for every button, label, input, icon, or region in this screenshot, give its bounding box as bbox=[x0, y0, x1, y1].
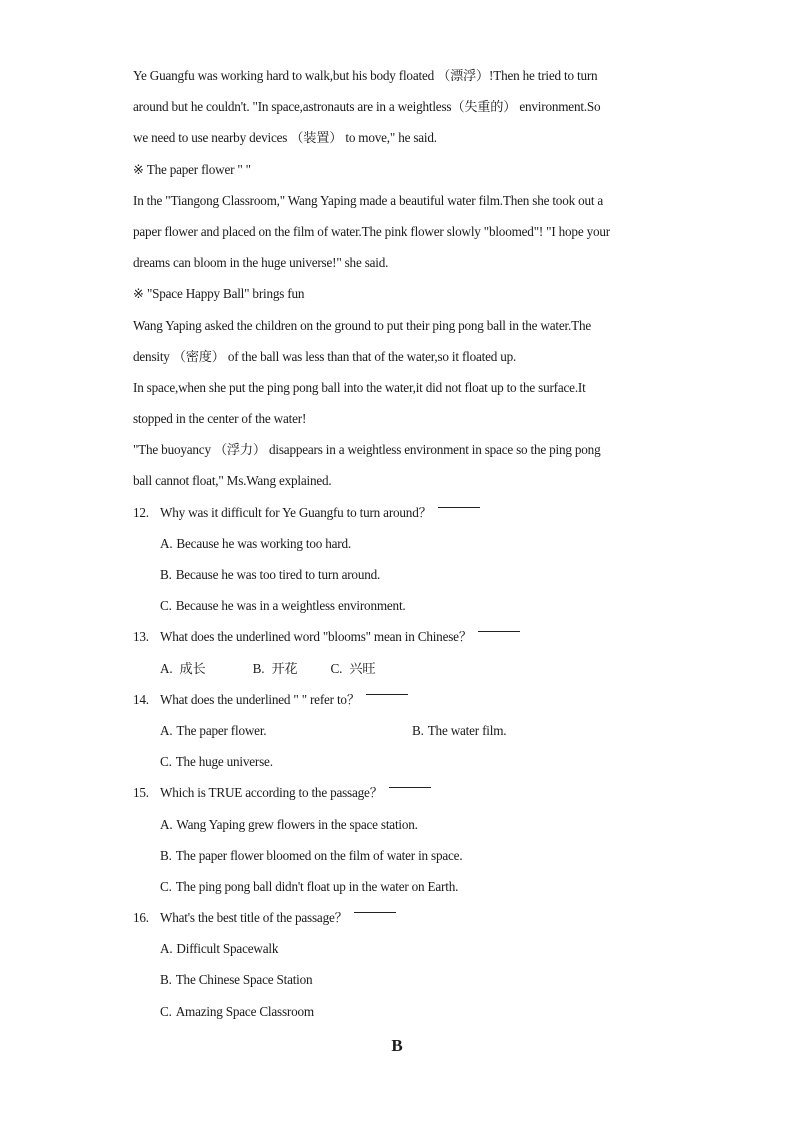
option-text: Wang Yaping grew flowers in the space station. bbox=[176, 816, 418, 832]
passage-line: stopped in the center of the water! bbox=[133, 411, 307, 427]
option-b[interactable] bbox=[133, 964, 673, 995]
section-label: B bbox=[391, 1036, 403, 1055]
question-number: 16. bbox=[133, 910, 149, 926]
option-c[interactable] bbox=[331, 661, 398, 676]
option-letter: C. bbox=[160, 1003, 172, 1019]
option-c[interactable] bbox=[133, 590, 673, 621]
option-text: The paper flower bloomed on the film of water in space. bbox=[175, 847, 463, 863]
question-stem bbox=[133, 777, 673, 808]
option-letter: C. bbox=[160, 598, 172, 614]
option-c[interactable] bbox=[133, 871, 673, 902]
option-letter: B. bbox=[160, 847, 172, 863]
answer-blank[interactable] bbox=[354, 902, 396, 913]
question-number: 14. bbox=[133, 691, 149, 707]
subheading-paper-flower: ※ The paper flower " " bbox=[133, 161, 251, 177]
option-a[interactable] bbox=[133, 809, 673, 840]
option-letter: C. bbox=[160, 754, 172, 770]
option-letter: A. bbox=[160, 660, 173, 676]
option-letter: C. bbox=[160, 878, 172, 894]
answer-blank[interactable] bbox=[438, 497, 480, 508]
passage-line: density （密度） of the ball was less than that of the water,so it floated up. bbox=[133, 348, 517, 364]
option-text: Amazing Space Classroom bbox=[175, 1003, 314, 1019]
question-number: 12. bbox=[133, 504, 149, 520]
option-letter: A. bbox=[160, 816, 173, 832]
option-b[interactable] bbox=[133, 840, 673, 871]
option-text: The water film. bbox=[427, 722, 507, 738]
passage-line: paper flower and placed on the film of water.The pink flower slowly "bloomed"! "I hope your bbox=[133, 223, 610, 239]
document-page bbox=[133, 60, 673, 1027]
option-letter: A. bbox=[160, 535, 173, 551]
option-text: Because he was in a weightless environment. bbox=[175, 598, 406, 614]
option-letter: C. bbox=[330, 660, 343, 676]
subheading-space-happy-ball: ※ "Space Happy Ball" brings fun bbox=[133, 286, 305, 302]
option-text: The huge universe. bbox=[175, 754, 273, 770]
options-row bbox=[133, 653, 673, 684]
question-12 bbox=[133, 497, 673, 622]
option-a[interactable] bbox=[133, 933, 673, 964]
passage-line: In space,when she put the ping pong ball into the water,it did not float up to the surface.It bbox=[133, 379, 586, 395]
question-15 bbox=[133, 777, 673, 902]
option-letter: B. bbox=[160, 972, 172, 988]
option-text: The Chinese Space Station bbox=[175, 972, 313, 988]
option-letter: A. bbox=[160, 941, 173, 957]
passage-line: we need to use nearby devices （装置） to move," he said. bbox=[133, 130, 437, 146]
question-number: 13. bbox=[133, 629, 149, 645]
option-text: 兴旺 bbox=[349, 660, 376, 676]
option-letter: A. bbox=[160, 722, 173, 738]
option-text: 开花 bbox=[271, 660, 298, 676]
option-b[interactable] bbox=[412, 715, 506, 746]
question-stem bbox=[133, 497, 673, 528]
question-stem bbox=[133, 684, 673, 715]
option-c[interactable] bbox=[133, 996, 673, 1027]
answer-blank[interactable] bbox=[366, 684, 408, 695]
option-a[interactable] bbox=[160, 661, 228, 676]
option-c[interactable] bbox=[133, 746, 673, 777]
question-text: What does the underlined word "blooms" mean in Chinese？ bbox=[160, 629, 472, 645]
passage-line: Wang Yaping asked the children on the ground to put their ping pong ball in the water.The bbox=[133, 317, 591, 333]
option-text: Difficult Spacewalk bbox=[176, 941, 279, 957]
question-stem bbox=[133, 902, 673, 933]
question-number: 15. bbox=[133, 785, 149, 801]
option-letter: B. bbox=[252, 660, 265, 676]
passage-line: Ye Guangfu was working hard to walk,but his body floated （漂浮）!Then he tried to turn bbox=[133, 68, 598, 83]
passage-line: around but he couldn't. "In space,astronauts are in a weightless（失重的） environment.So bbox=[133, 99, 601, 115]
passage-line: "The buoyancy （浮力） disappears in a weightless environment in space so the ping pong bbox=[133, 442, 601, 458]
option-letter: B. bbox=[160, 567, 172, 582]
passage-line: ball cannot float," Ms.Wang explained. bbox=[133, 473, 332, 489]
option-text: 成长 bbox=[179, 660, 206, 676]
option-text: Because he was too tired to turn around. bbox=[175, 567, 381, 582]
question-text: What's the best title of the passage？ bbox=[160, 910, 348, 926]
passage-line: dreams can bloom in the huge universe!" she said. bbox=[133, 255, 389, 271]
option-a[interactable] bbox=[133, 528, 673, 559]
options-row bbox=[133, 715, 673, 746]
option-b[interactable] bbox=[253, 661, 320, 676]
option-a[interactable] bbox=[160, 715, 412, 746]
option-text: The paper flower. bbox=[176, 722, 267, 738]
option-b[interactable] bbox=[133, 559, 673, 590]
option-letter: B. bbox=[412, 722, 424, 738]
question-text: Why was it difficult for Ye Guangfu to turn around？ bbox=[160, 504, 432, 520]
answer-blank[interactable] bbox=[389, 777, 431, 788]
question-text: What does the underlined " " refer to？ bbox=[160, 691, 360, 707]
question-14 bbox=[133, 684, 673, 778]
passage-line: In the "Tiangong Classroom," Wang Yaping made a beautiful water film.Then she took out a bbox=[133, 192, 604, 208]
question-text: Which is TRUE according to the passage？ bbox=[160, 785, 383, 801]
answer-blank[interactable] bbox=[478, 621, 520, 632]
question-16 bbox=[133, 902, 673, 1027]
passage bbox=[133, 60, 673, 497]
option-text: The ping pong ball didn't float up in the water on Earth. bbox=[175, 878, 459, 894]
question-13 bbox=[133, 621, 673, 683]
option-text: Because he was working too hard. bbox=[176, 535, 351, 551]
question-stem bbox=[133, 621, 673, 652]
